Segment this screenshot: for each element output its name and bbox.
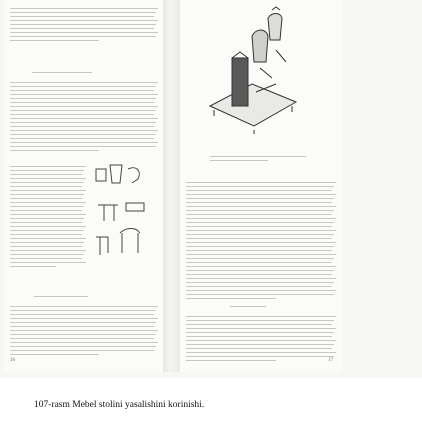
text-line (10, 166, 86, 167)
text-line (10, 250, 86, 251)
text-line (186, 356, 334, 357)
text-line (10, 110, 156, 111)
text-line (10, 28, 154, 29)
furniture-parts-figure (90, 163, 154, 263)
text-line (186, 328, 336, 329)
text-line (10, 322, 156, 323)
text-line (10, 202, 86, 203)
text-line (186, 348, 332, 349)
text-line (186, 336, 332, 337)
text-line (230, 306, 266, 307)
text-line (10, 142, 158, 143)
left-page (4, 0, 164, 372)
text-line (10, 254, 84, 255)
text-line (186, 340, 336, 341)
text-line (10, 234, 82, 235)
text-line (186, 286, 332, 287)
text-line (186, 202, 332, 203)
text-line (10, 102, 154, 103)
text-line (10, 346, 156, 347)
text-line (186, 230, 336, 231)
text-line (186, 218, 336, 219)
text-line (186, 206, 336, 207)
text-line (10, 32, 158, 33)
text-line (10, 138, 154, 139)
text-line (10, 326, 154, 327)
text-line (10, 218, 84, 219)
figure-caption: 107-rasm Mebel stolini yasalishini korinishi. (34, 400, 205, 410)
text-line (186, 186, 334, 187)
left-page-number: 16 (10, 358, 15, 363)
text-line (10, 8, 158, 9)
text-line (186, 198, 334, 199)
text-line (186, 298, 276, 299)
text-line (186, 190, 332, 191)
text-line (10, 198, 82, 199)
text-line (10, 190, 86, 191)
text-line (186, 194, 336, 195)
text-line (10, 24, 156, 25)
text-line (10, 306, 158, 307)
text-line (10, 126, 154, 127)
text-line (10, 338, 154, 339)
text-line (186, 352, 336, 353)
text-line (10, 186, 82, 187)
text-line (10, 146, 156, 147)
text-line (10, 226, 86, 227)
text-line (10, 334, 156, 335)
text-line (10, 16, 154, 17)
table-assembly-illustration (206, 6, 300, 136)
text-line (10, 40, 99, 41)
text-line (186, 234, 334, 235)
book-gutter (163, 0, 181, 372)
text-line (10, 178, 86, 179)
right-page-number: 17 (328, 358, 333, 363)
text-line (10, 206, 84, 207)
text-line (186, 258, 334, 259)
text-line (186, 320, 334, 321)
text-line (10, 214, 86, 215)
text-line (10, 170, 84, 171)
text-line (10, 94, 158, 95)
text-line (10, 258, 82, 259)
text-line (10, 238, 86, 239)
text-line (10, 330, 158, 331)
text-line (10, 12, 156, 13)
text-line (186, 344, 334, 345)
text-line (186, 274, 332, 275)
text-line (186, 246, 334, 247)
text-line (186, 226, 332, 227)
text-line (186, 210, 334, 211)
text-line (10, 150, 99, 151)
text-line (10, 82, 158, 83)
text-line (186, 250, 332, 251)
text-line (186, 182, 336, 183)
text-line (10, 354, 99, 355)
right-page (180, 0, 342, 372)
text-line (186, 360, 276, 361)
text-line (10, 310, 156, 311)
text-line (186, 254, 336, 255)
text-line (186, 242, 336, 243)
text-line (186, 290, 336, 291)
text-line (10, 174, 82, 175)
text-line (10, 194, 84, 195)
text-line (186, 294, 334, 295)
text-line (10, 106, 158, 107)
text-line (10, 98, 156, 99)
text-line (10, 118, 158, 119)
text-line (10, 114, 154, 115)
text-line (10, 246, 82, 247)
text-line (10, 36, 156, 37)
text-line (10, 210, 82, 211)
text-line (186, 316, 336, 317)
text-line (186, 278, 336, 279)
text-line (10, 20, 158, 21)
text-line (10, 242, 84, 243)
text-line (10, 222, 82, 223)
text-line (210, 160, 268, 161)
text-line (186, 270, 334, 271)
text-line (186, 282, 334, 283)
text-line (10, 314, 154, 315)
text-line (186, 324, 332, 325)
text-line (186, 222, 334, 223)
text-line (10, 130, 158, 131)
text-line (10, 350, 154, 351)
text-line (10, 122, 156, 123)
text-line (10, 230, 84, 231)
text-line (10, 90, 154, 91)
text-line (186, 238, 332, 239)
text-line (10, 262, 86, 263)
text-line (10, 318, 158, 319)
text-line (10, 134, 156, 135)
text-line (210, 156, 306, 157)
text-line (32, 72, 92, 73)
text-line (186, 262, 332, 263)
text-line (186, 266, 336, 267)
text-line (10, 86, 156, 87)
text-line (10, 266, 56, 267)
text-line (186, 332, 334, 333)
text-line (34, 296, 88, 297)
text-line (186, 214, 332, 215)
text-line (10, 342, 158, 343)
text-line (10, 182, 84, 183)
